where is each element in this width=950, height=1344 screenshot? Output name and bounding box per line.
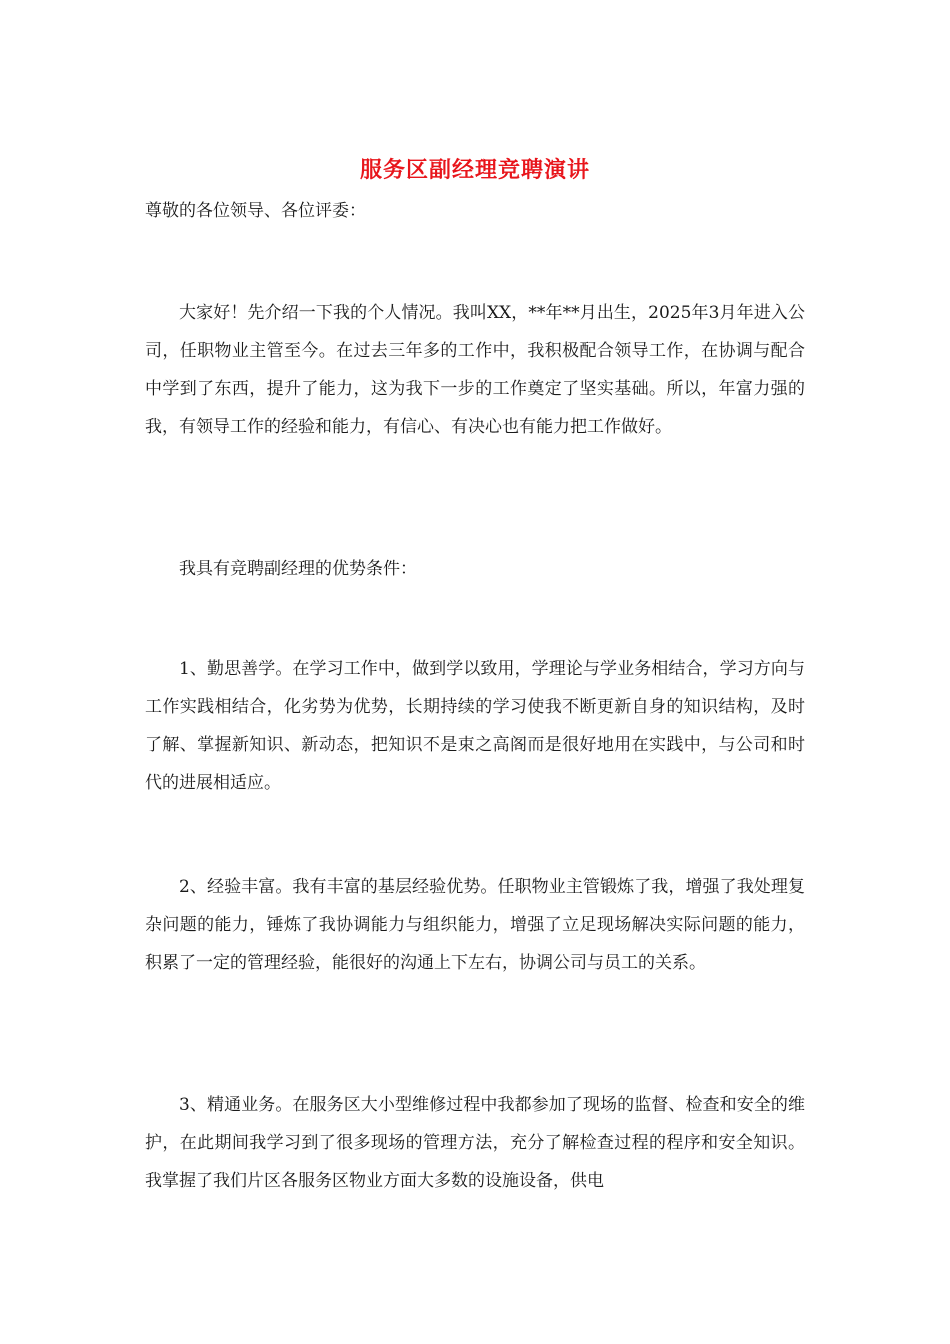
paragraph-point-3: 3、精通业务。在服务区大小型维修过程中我都参加了现场的监督、检查和安全的维护，在此期间我学习到了很多现场的管理方法，充分了解检查过程的程序和安全知识。我掌握了我们片区各服务区物业方面大多数的设施设备，供电: [145, 1095, 805, 1191]
paragraph-advantages-heading: 我具有竞聘副经理的优势条件：: [179, 559, 417, 579]
paragraph-point-2: 2、经验丰富。我有丰富的基层经验优势。任职物业主管锻炼了我，增强了我处理复杂问题的能力，锤炼了我协调能力与组织能力，增强了立足现场解决实际问题的能力，积累了一定的管理经验，能很好的沟通上下左右，协调公司与员工的关系。: [145, 877, 805, 973]
paragraph-introduction: 大家好！先介绍一下我的个人情况。我叫XX，**年**月出生，2025年3月年进入公司，任职物业主管至今。在过去三年多的工作中，我积极配合领导工作，在协调与配合中学到了东西，提升了能力，这为我下一步的工作奠定了坚实基础。所以，年富力强的我，有领导工作的经验和能力，有信心、有决心也有能力把工作做好。: [145, 303, 805, 437]
paragraph-point-1: 1、勤思善学。在学习工作中，做到学以致用，学理论与学业务相结合，学习方向与工作实践相结合，化劣势为优势，长期持续的学习使我不断更新自身的知识结构，及时了解、掌握新知识、新动态，把知识不是束之高阁而是很好地用在实践中，与公司和时代的进展相适应。: [145, 659, 805, 793]
document-title: 服务区副经理竞聘演讲: [359, 157, 590, 183]
salutation: 尊敬的各位领导、各位评委：: [145, 201, 366, 221]
